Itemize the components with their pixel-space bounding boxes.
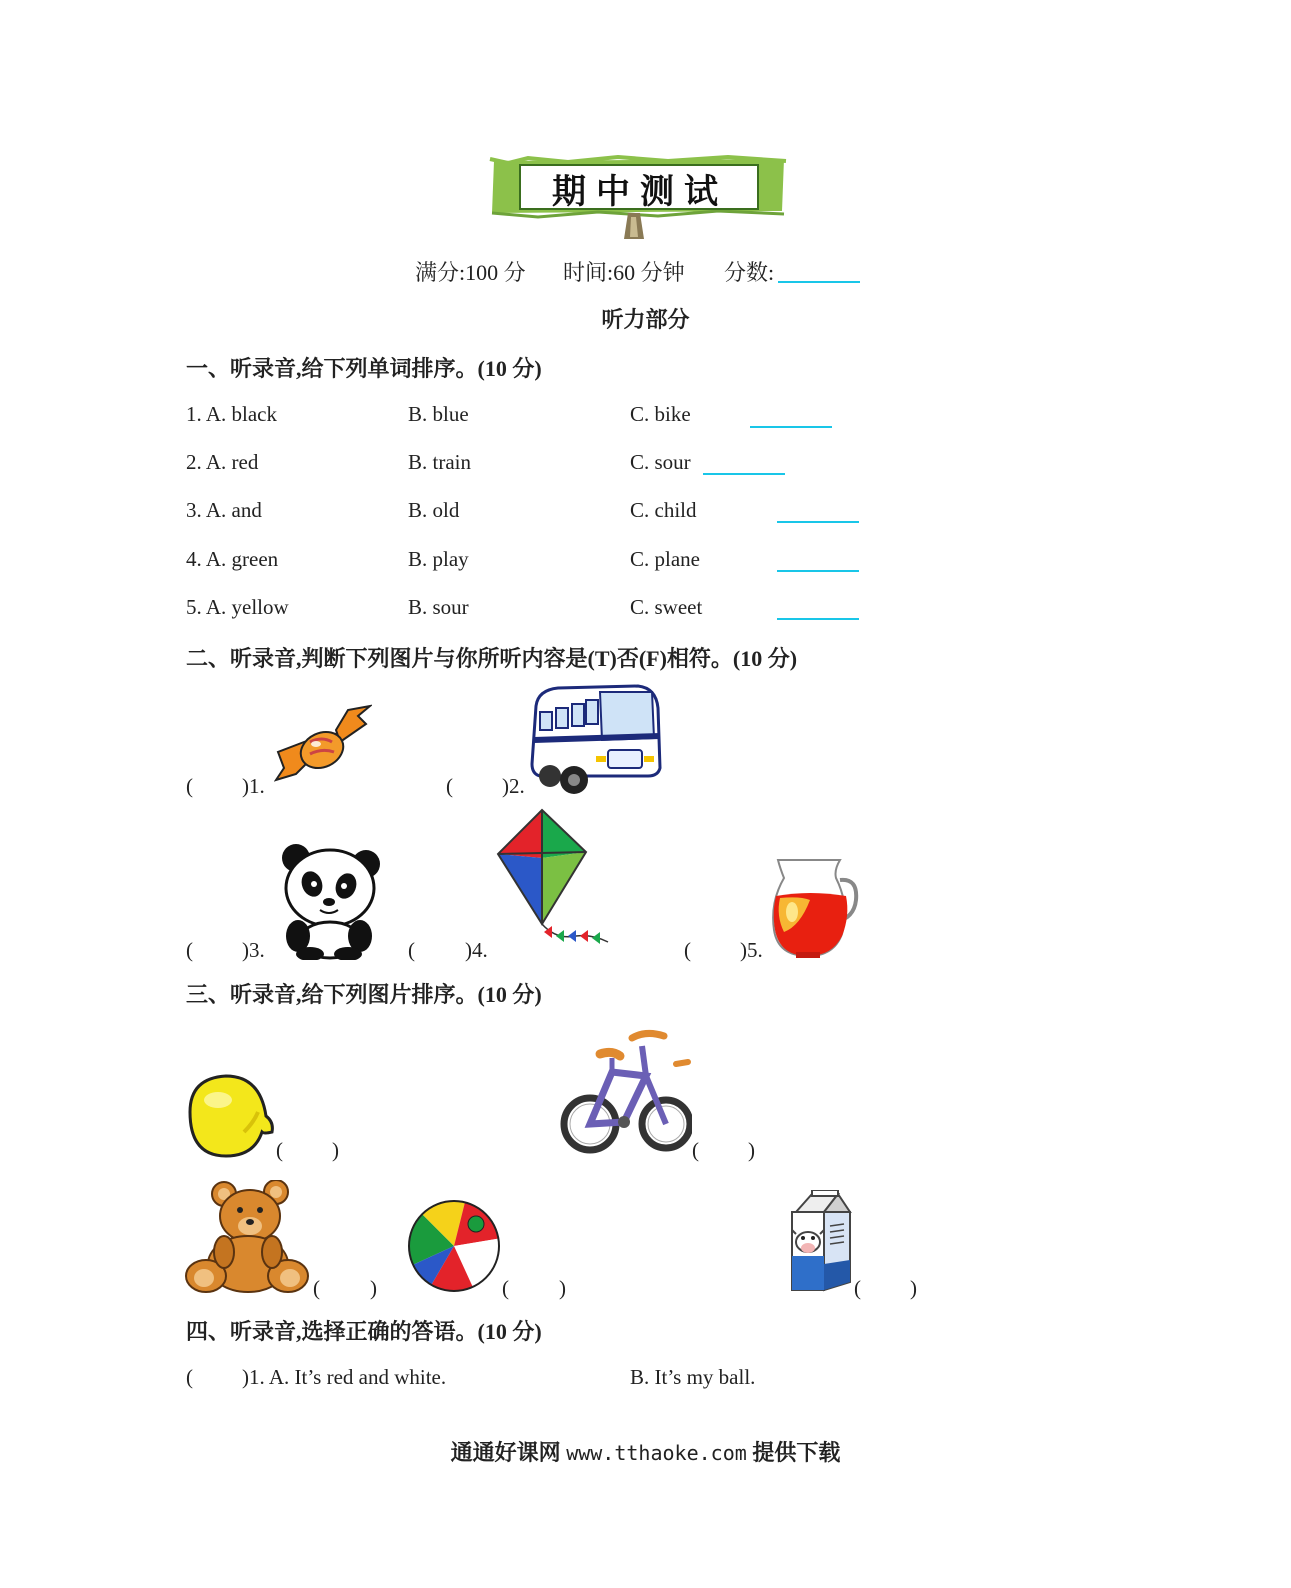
part1-item-5-c: C. sweet	[630, 595, 703, 619]
part4-item-1-paren[interactable]: (	[186, 1365, 193, 1389]
part1-item-3-b: B. old	[408, 498, 460, 522]
bike-icon	[560, 1024, 692, 1158]
bus-icon	[528, 684, 662, 796]
part2-item-1-label: )1.	[242, 774, 265, 798]
listening-section-header: 听力部分	[601, 307, 690, 332]
part3-item-1-paren-close: )	[332, 1138, 339, 1162]
part1-item-5-b: B. sour	[408, 595, 469, 619]
part3-item-5-paren[interactable]: (	[854, 1276, 861, 1300]
part1-item-1-b: B. blue	[408, 402, 469, 426]
lemon-icon	[184, 1072, 276, 1158]
time-limit: 时间:60 分钟	[563, 260, 685, 285]
section-2-title: 二、听录音,判断下列图片与你所听内容是(T)否(F)相符。(10 分)	[186, 646, 798, 671]
part2-item-3-paren[interactable]: (	[186, 938, 193, 962]
teddy-bear-icon	[184, 1180, 310, 1294]
part2-item-2-paren[interactable]: (	[446, 774, 453, 798]
panda-icon	[274, 840, 384, 960]
part3-item-1-paren[interactable]: (	[276, 1138, 283, 1162]
part1-item-5-blank[interactable]	[777, 618, 859, 620]
part3-item-4-paren[interactable]: (	[502, 1276, 509, 1300]
part3-item-2-paren-close: )	[748, 1138, 755, 1162]
page-title: 期中测试	[552, 171, 728, 212]
part2-item-4-label: )4.	[465, 938, 488, 962]
part2-item-3-label: )3.	[242, 938, 265, 962]
part2-item-1-paren[interactable]: (	[186, 774, 193, 798]
full-score: 满分:100 分	[415, 260, 526, 285]
part1-item-1-c: C. bike	[630, 402, 691, 426]
part3-item-4-paren-close: )	[559, 1276, 566, 1300]
part3-item-3-paren[interactable]: (	[313, 1276, 320, 1300]
part1-item-1-blank[interactable]	[750, 426, 832, 428]
part1-item-4-c: C. plane	[630, 547, 700, 571]
footer	[0, 1436, 1291, 1467]
part2-item-4-paren[interactable]: (	[408, 938, 415, 962]
score-label: 分数:	[724, 260, 775, 285]
part1-item-3-blank[interactable]	[777, 521, 859, 523]
footer-url[interactable]: www.tthaoke.com	[566, 1441, 747, 1465]
part1-item-3-c: C. child	[630, 498, 697, 522]
part2-item-2-label: )2.	[502, 774, 525, 798]
ball-icon	[406, 1198, 502, 1294]
section-4-title: 四、听录音,选择正确的答语。(10 分)	[186, 1319, 542, 1344]
part1-item-4-b: B. play	[408, 547, 469, 571]
part1-item-2-b: B. train	[408, 450, 471, 474]
part1-item-1-a: 1. A. black	[186, 402, 277, 426]
part3-item-2-paren[interactable]: (	[692, 1138, 699, 1162]
part1-item-4-a: 4. A. green	[186, 547, 279, 571]
kite-icon	[496, 808, 612, 958]
part1-item-2-blank[interactable]	[703, 473, 785, 475]
footer-download-text: 提供下载	[752, 1440, 841, 1465]
part2-item-5-paren[interactable]: (	[684, 938, 691, 962]
part1-item-4-blank[interactable]	[777, 570, 859, 572]
score-blank[interactable]	[778, 281, 860, 283]
part3-item-5-paren-close: )	[910, 1276, 917, 1300]
section-3-title: 三、听录音,给下列图片排序。(10 分)	[186, 982, 542, 1007]
milk-carton-icon	[788, 1190, 854, 1294]
part4-item-1-option-b: B. It’s my ball.	[630, 1365, 756, 1389]
part4-item-1-option-a: )1. A. It’s red and white.	[242, 1365, 447, 1389]
juice-jug-icon	[770, 856, 862, 960]
part1-item-3-a: 3. A. and	[186, 498, 262, 522]
part2-item-5-label: )5.	[740, 938, 763, 962]
candy-icon	[274, 702, 372, 796]
footer-site-name: 通通好课网	[450, 1440, 561, 1465]
part1-item-2-c: C. sour	[630, 450, 691, 474]
section-1-title: 一、听录音,给下列单词排序。(10 分)	[186, 356, 542, 381]
part1-item-5-a: 5. A. yellow	[186, 595, 289, 619]
part3-item-3-paren-close: )	[370, 1276, 377, 1300]
part1-item-2-a: 2. A. red	[186, 450, 259, 474]
